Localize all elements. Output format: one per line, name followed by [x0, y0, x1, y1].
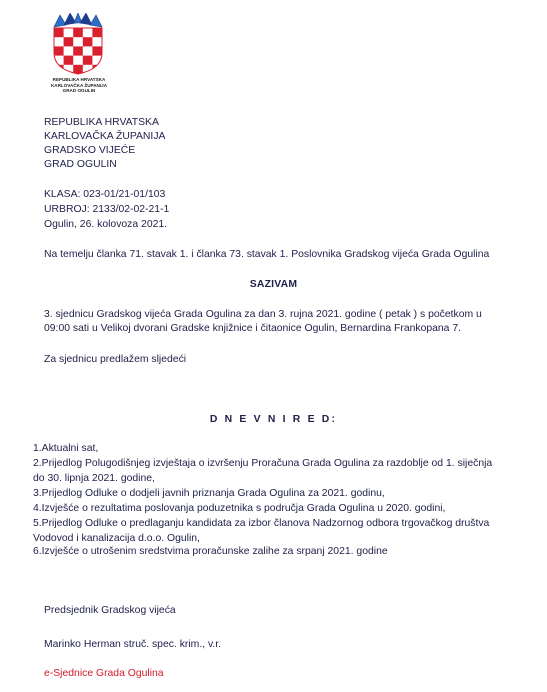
- croatian-coat-of-arms-icon: [51, 13, 105, 75]
- agenda-item: Vodovod i kanalizacija d.o.o. Ogulin,: [33, 533, 200, 544]
- document-date: Ogulin, 26. kolovoza 2021.: [44, 219, 168, 230]
- agenda-item: 3.Prijedlog Odluke o dodjeli javnih priznanja Grada Ogulina za 2021. godinu,: [33, 488, 385, 499]
- header-line: GRADSKO VIJEĆE: [44, 145, 136, 156]
- session-line: 09:00 sati u Velikoj dvorani Gradske knjižnice i čitaonice Ogulin, Bernardina Frankopana 7.: [44, 323, 462, 334]
- klasa: KLASA: 023-01/21-01/103: [44, 189, 166, 200]
- signature-role: Predsjednik Gradskog vijeća: [44, 605, 176, 616]
- crest-caption-line: GRAD OGULIN: [62, 88, 96, 94]
- session-line: 3. sjednicu Gradskog vijeća Grada Ogulina za dan 3. rujna 2021. godine ( petak ) s početkom u: [44, 309, 482, 320]
- crest-caption-line: KARLOVAČKA ŽUPANIJA: [50, 82, 108, 88]
- agenda-item: 4.Izvješće o rezultatima poslovanja poduzetnika s područja Grada Ogulina u 2020. godini,: [33, 503, 446, 514]
- header-line: GRAD OGULIN: [44, 159, 117, 170]
- e-sjednice-link[interactable]: e-Sjednice Grada Ogulina: [44, 668, 164, 679]
- signature-name: Marinko Herman struč. spec. krim., v.r.: [44, 639, 222, 650]
- header-line: REPUBLIKA HRVATSKA: [44, 117, 159, 128]
- crest-caption-line: REPUBLIKA HRVATSKA: [52, 77, 106, 82]
- convene-title: SAZIVAM: [249, 279, 298, 290]
- agenda-item: 1.Aktualni sat,: [33, 443, 99, 454]
- agenda-item: 5.Prijedlog Odluke o predlaganju kandidata za izbor članova Nadzornog odbora trgovačkog društva: [33, 518, 490, 529]
- proposal-text: Za sjednicu predlažem sljedeći: [44, 354, 187, 365]
- agenda-item: 2.Prijedlog Polugodišnjeg izvještaja o izvršenju Proračuna Grada Ogulina za razdoblje od 1. siječnja: [33, 458, 493, 469]
- agenda-title: D N E V N I R E D:: [209, 414, 338, 425]
- agenda-item: do 30. lipnja 2021. godine,: [33, 473, 155, 484]
- urbroj: URBROJ: 2133/02-02-21-1: [44, 204, 170, 215]
- agenda-item: 6.Izvješće o utrošenim sredstvima proračunske zalihe za srpanj 2021. godine: [33, 546, 388, 557]
- legal-basis: Na temelju članka 71. stavak 1. i članka 73. stavak 1. Poslovnika Gradskog vijeća Grada Ogulina: [44, 249, 490, 260]
- crest-caption: [44, 77, 114, 94]
- header-line: KARLOVAČKA ŽUPANIJA: [44, 131, 166, 142]
